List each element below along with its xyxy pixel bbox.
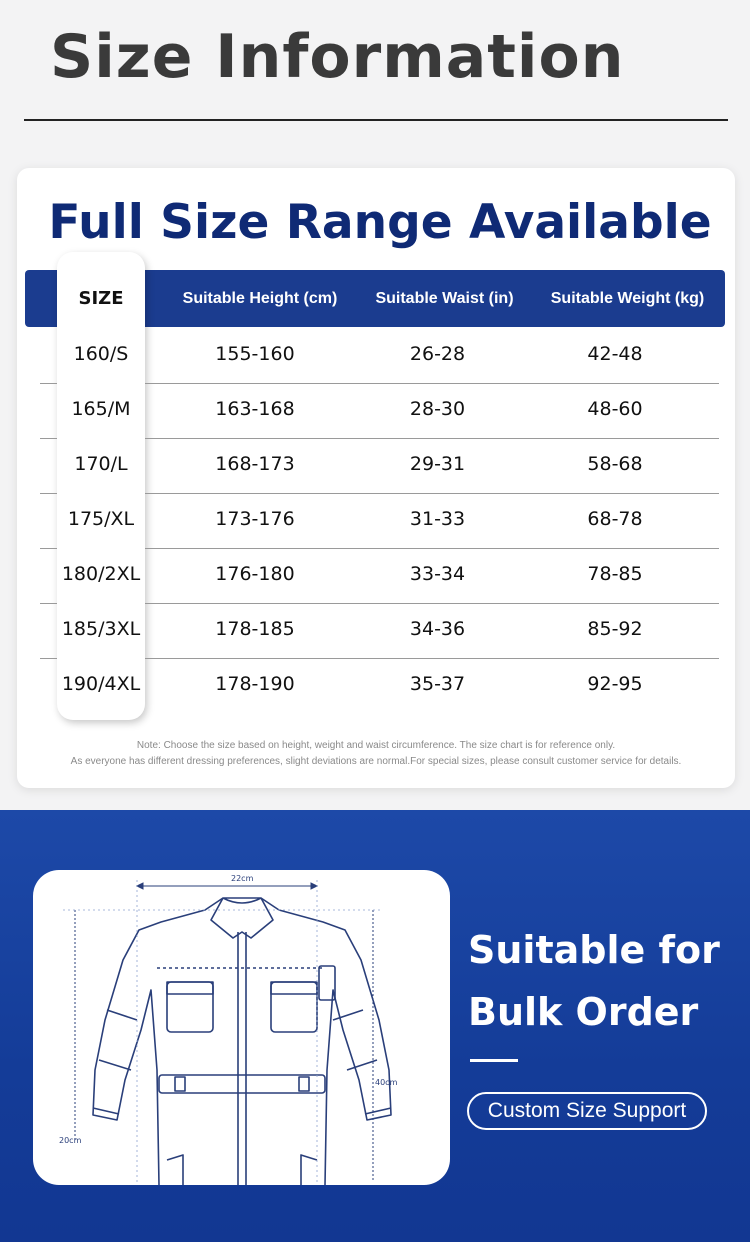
coverall-diagram-card [33,870,450,1185]
cell-size: 180/2XL [61,563,141,585]
column-header-weight: Suitable Weight (kg) [550,290,705,307]
cell-waist: 33-34 [409,563,466,585]
cell-height: 163-168 [215,398,295,420]
collar [211,898,273,938]
cell-weight: 48-60 [587,398,643,420]
cell-weight: 85-92 [587,618,643,640]
left-pocket [167,982,213,1032]
table-row [0,547,750,602]
cell-waist: 29-31 [409,453,466,475]
cell-waist: 31-33 [409,508,466,530]
cell-height: 176-180 [215,563,295,585]
garment-outline [93,898,391,1185]
title-divider [24,119,728,121]
cell-weight: 92-95 [587,673,643,695]
dimension-label-top: 22cm [231,874,254,883]
cell-size: 190/4XL [61,673,141,695]
table-row [0,437,750,492]
cell-height: 168-173 [215,453,295,475]
cell-size: 170/L [74,453,128,475]
table-row [0,602,750,657]
cell-height: 173-176 [215,508,295,530]
cell-waist: 28-30 [409,398,466,420]
cell-height: 178-190 [215,673,295,695]
table-row [0,382,750,437]
cell-height: 178-185 [215,618,295,640]
cell-weight: 68-78 [587,508,643,530]
promo-heading-line-1: Suitable for [468,928,720,972]
custom-size-button[interactable]: Custom Size Support [467,1092,707,1130]
cell-waist: 26-28 [409,343,466,365]
note-line-2: As everyone has different dressing preferences, slight deviations are normal.For special sizes, please consult customer service for details. [70,756,682,767]
promo-heading-line-2: Bulk Order [468,990,699,1034]
cell-waist: 34-36 [409,618,466,640]
promo-divider [470,1059,518,1062]
note-line-1: Note: Choose the size based on height, weight and waist circumference. The size chart is for reference only. [136,740,616,751]
cell-size: 165/M [71,398,131,420]
size-chart-title: Full Size Range Available [48,195,712,250]
page-title: Size Information [50,22,625,92]
cell-weight: 58-68 [587,453,643,475]
coverall-diagram [33,870,450,1185]
cell-waist: 35-37 [409,673,466,695]
cell-size: 175/XL [67,508,135,530]
right-pocket [271,982,317,1032]
table-row [0,327,750,382]
cell-weight: 78-85 [587,563,643,585]
cell-weight: 42-48 [587,343,643,365]
table-row [0,657,750,712]
cell-height: 155-160 [215,343,295,365]
cell-size: 160/S [73,343,129,365]
column-header-waist: Suitable Waist (in) [375,290,514,307]
dimension-label-right: 40cm [375,1078,398,1087]
table-row [0,492,750,547]
cell-size: 185/3XL [61,618,141,640]
dimension-label-left: 20cm [59,1136,82,1145]
column-header-size: SIZE [78,288,124,309]
column-header-height: Suitable Height (cm) [182,290,338,307]
placket [238,932,246,1185]
